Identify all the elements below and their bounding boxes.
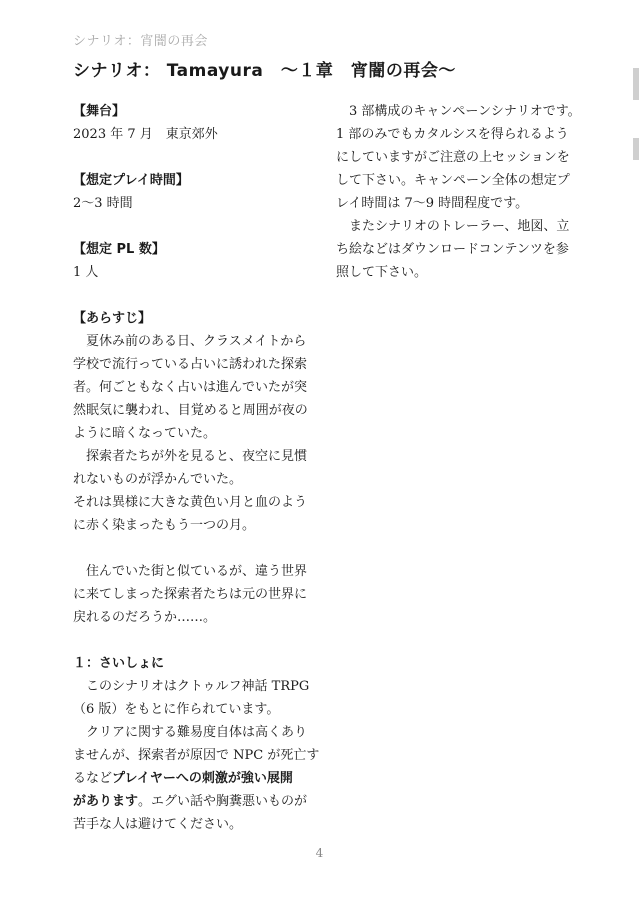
player-count-value: 1 人 bbox=[73, 265, 99, 280]
campaign-line: して下さい。キャンペーン全体の想定プ bbox=[336, 173, 570, 188]
campaign-line: ち絵などはダウンロードコンテンツを参 bbox=[336, 242, 569, 257]
intro-line: 。エグい話や胸糞悪いものが bbox=[138, 794, 308, 809]
intro-line: るなど bbox=[73, 771, 113, 786]
synopsis-line: れないものが浮かんでいた。 bbox=[73, 472, 243, 487]
running-header: シナリオ：宵闇の再会 bbox=[73, 34, 208, 49]
synopsis-line: に来てしまった探索者たちは元の世界に bbox=[73, 587, 308, 602]
setting-value: 2023 年 7 月 東京郊外 bbox=[73, 127, 218, 142]
campaign-line: にしていますがご注意の上セッションを bbox=[336, 150, 570, 165]
synopsis-line: 者。何ごともなく占いは進んでいたが突 bbox=[73, 380, 308, 395]
left-column bbox=[73, 100, 320, 836]
intro-line: クリアに関する難易度自体は高くあり bbox=[86, 725, 308, 740]
synopsis-line: 住んでいた街と似ているが、違う世界 bbox=[86, 564, 308, 579]
synopsis-line: 夏休み前のある日、クラスメイトから bbox=[86, 334, 307, 349]
synopsis-line: それは異様に大きな黄色い月と血のよう bbox=[73, 495, 308, 510]
intro-line-with-emphasis bbox=[73, 790, 313, 813]
edge-mark bbox=[633, 68, 639, 100]
intro-line: ませんが、探索者が原因で NPC が死亡す bbox=[73, 748, 320, 763]
intro-heading: １：さいしょに bbox=[73, 656, 165, 671]
play-time-heading: 【想定プレイ時間】 bbox=[73, 173, 189, 188]
synopsis-line: に赤く染まったもう一つの月。 bbox=[73, 518, 256, 533]
synopsis-line: ように暗くなっていた。 bbox=[73, 426, 217, 441]
player-count-heading: 【想定 PL 数】 bbox=[73, 242, 165, 257]
synopsis-heading: 【あらすじ】 bbox=[73, 311, 152, 326]
play-time-value: 2～3 時間 bbox=[73, 196, 133, 211]
edge-mark bbox=[633, 138, 639, 160]
emphasis-text: プレイヤーへの刺激が強い展開 bbox=[112, 771, 293, 786]
emphasis-text: があります bbox=[73, 794, 139, 809]
synopsis-line: 学校で流行っている占いに誘われた探索 bbox=[73, 357, 308, 372]
synopsis-line: 戻れるのだろうか……。 bbox=[73, 610, 217, 625]
intro-line: （6 版）をもとに作られています。 bbox=[73, 702, 280, 717]
intro-line: このシナリオはクトゥルフ神話 TRPG bbox=[86, 679, 310, 694]
document-title: シナリオ： Tamayura ～１章 宵闇の再会～ bbox=[73, 61, 456, 81]
intro-line-with-emphasis bbox=[73, 767, 313, 790]
campaign-line: またシナリオのトレーラー、地図、立 bbox=[349, 219, 570, 234]
right-column bbox=[336, 100, 581, 284]
page-number: 4 bbox=[315, 846, 324, 860]
campaign-line: 1 部のみでもカタルシスを得られるよう bbox=[336, 127, 569, 142]
campaign-line: レイ時間は 7～9 時間程度です。 bbox=[336, 196, 529, 211]
synopsis-line: 探索者たちが外を見ると、夜空に見慣 bbox=[86, 449, 308, 464]
campaign-line: 照して下さい。 bbox=[336, 265, 428, 280]
setting-heading: 【舞台】 bbox=[73, 104, 126, 119]
synopsis-line: 然眠気に襲われ、目覚めると周囲が夜の bbox=[73, 403, 308, 418]
intro-line: 苦手な人は避けてください。 bbox=[73, 817, 243, 832]
campaign-line: 3 部構成のキャンペーンシナリオです。 bbox=[349, 104, 581, 119]
